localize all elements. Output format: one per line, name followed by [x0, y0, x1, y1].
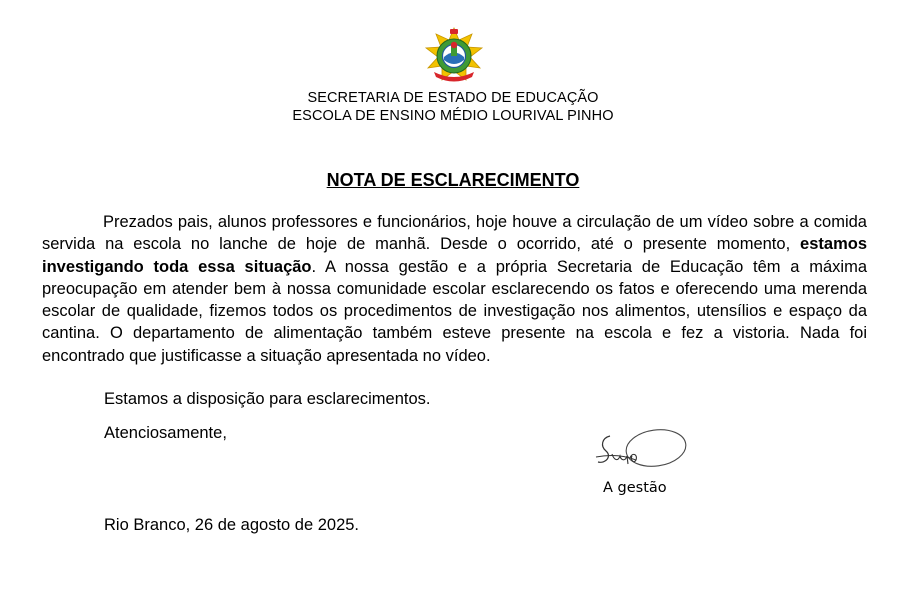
place-date: Rio Branco, 26 de agosto de 2025. [104, 516, 360, 534]
signature-caption: A gestão [603, 480, 667, 496]
body-text-part1: Prezados pais, alunos professores e funcionários, hoje houve a circulação de um vídeo sobre a comida servida na escola no lanche de hoje de manhã. Desde o ocorrido, até o presente momento, [42, 213, 867, 254]
coat-of-arms-seal-icon [422, 26, 486, 86]
closing-line: Atenciosamente, [104, 424, 227, 442]
handwritten-signature-icon [592, 424, 692, 476]
body-text-emphasis: estamos investigando toda essa situação [42, 235, 867, 276]
school-name: ESCOLA DE ENSINO MÉDIO LOURIVAL PINHO [292, 108, 614, 124]
availability-line: Estamos a disposição para esclarecimentos. [104, 390, 431, 408]
document-title: NOTA DE ESCLARECIMENTO [326, 170, 580, 190]
body-text-part2: . A nossa gestão e a própria Secretaria de Educação têm a máxima preocupação em atender bem à nossa comunidade escolar esclarecendo os fatos e oferecendo uma merenda escolar de qualidade, fizemos todos os procedimentos de investigação nos alimentos, utensílios e espaço da cantina. O departamento de alimentação também esteve presente na escola e fez a vistoria. Nada foi encontrado que justificasse a situação apresentada no vídeo. [42, 257, 867, 365]
secretariat-name: SECRETARIA DE ESTADO DE EDUCAÇÃO [307, 90, 599, 106]
body-paragraph [42, 211, 867, 367]
